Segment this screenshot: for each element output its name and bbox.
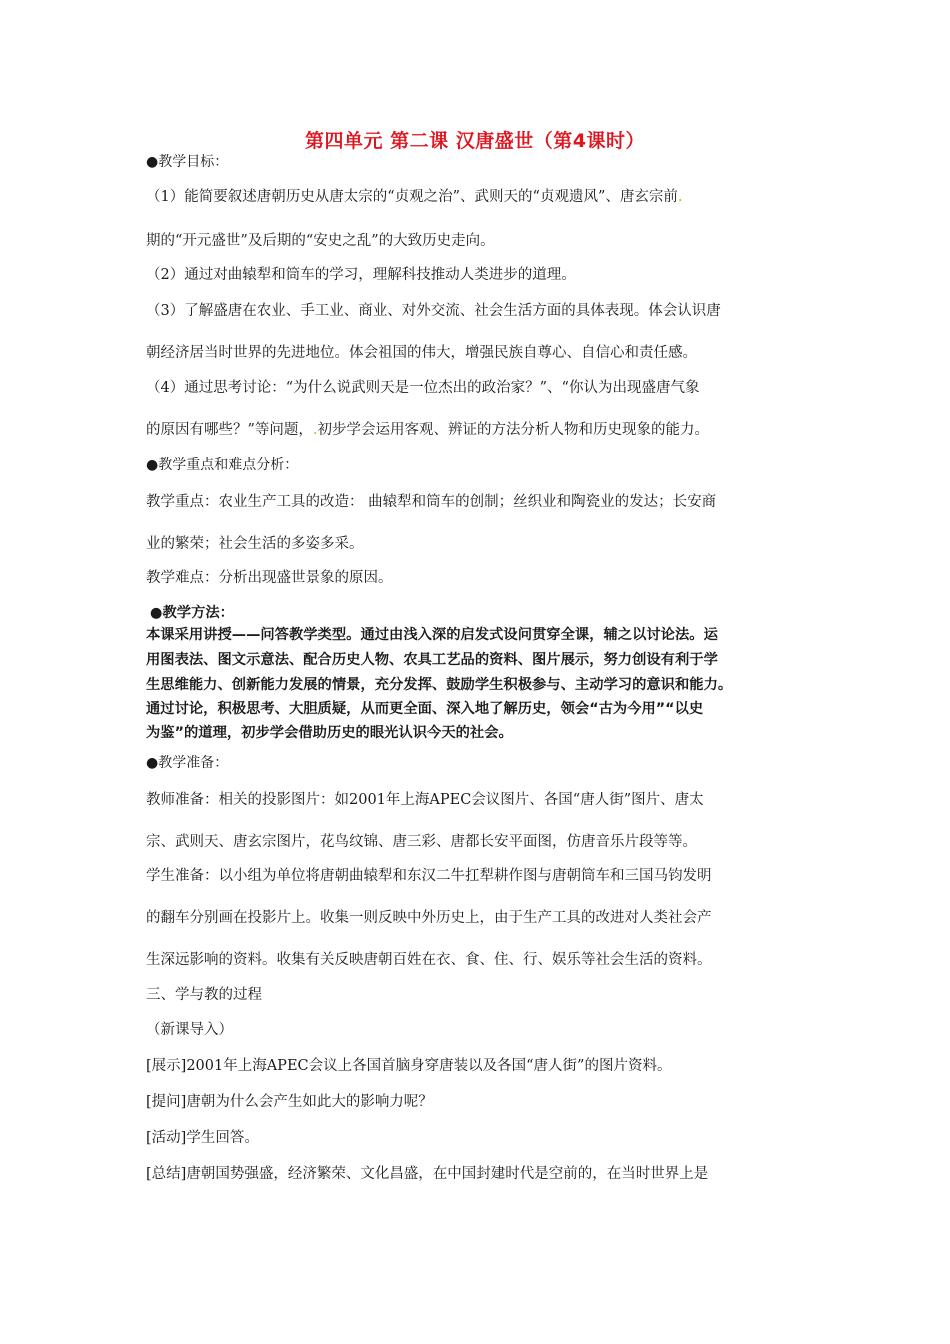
objective-1-text: （1）能简要叙述唐朝历史从唐太宗的“贞观之治”、武则天的“贞观遗风”、唐玄宗前 [146,189,678,205]
new-lesson-intro: （新课导入） [146,1022,233,1038]
methods-line: 为鉴”的道理，初步学会借助历史的眼光认识今天的社会。 [146,725,513,741]
stray-dot-mark: . [312,422,318,438]
page-title: 第四单元 第二课 汉唐盛世（第4课时） [305,130,645,152]
methods-line: 生思维能力、创新能力发展的情景，充分发挥、鼓励学生积极参与、主动学习的意识和能力。 [146,677,733,693]
objective-3-line-1: （3）了解盛唐在农业、手工业、商业、对外交流、社会生活方面的具体表现。体会认识唐 [146,303,721,319]
objectives-heading: ●教学目标： [146,154,229,170]
methods-line: 用图表法、图文示意法、配合历史人物、农具工艺品的资料、图片展示，努力创设有利于学 [146,652,718,668]
process-show: [展示]2001年上海APEC会议上各国首脑身穿唐装以及各国“唐人街”的图片资料。 [146,1058,672,1074]
objective-1-line-1 [146,187,682,207]
methods-line: 通过讨论，积极思考、大胆质疑，从而更全面、深入地了解历史，领会“古为今用”“以史 [146,701,704,717]
objective-2: （2）通过对曲辕犁和筒车的学习，理解科技推动人类进步的道理。 [146,267,576,283]
teaching-focus-line-1: 教学重点：农业生产工具的改造： 曲辕犁和筒车的创制；丝织业和陶瓷业的发达；长安商 [146,494,717,510]
teaching-focus-line-2: 业的繁荣；社会生活的多姿多采。 [146,536,364,552]
methods-line: 本课采用讲授——问答教学类型。通过由浅入深的启发式设问贯穿全课，辅之以讨论法。运 [146,627,718,643]
objective-4-text-a: 的原因有哪些？”等问题， [146,422,313,438]
student-preparation-line-1: 学生准备：以小组为单位将唐朝曲辕犁和东汉二牛扛犁耕作图与唐朝筒车和三国马钧发明 [146,868,712,884]
teaching-difficulty: 教学难点：分析出现盛世景象的原因。 [146,570,393,586]
objective-4-text-b: 初步学会运用客观、辨证的方法分析人物和历史现象的能力。 [317,422,710,438]
stray-dot-mark: . [677,189,683,205]
teacher-preparation-line-2: 宗、武则天、唐玄宗图片，花鸟纹锦、唐三彩、唐都长安平面图，仿唐音乐片段等等。 [146,834,697,850]
objective-4-line-2 [146,420,709,440]
student-preparation-line-3: 生深远影响的资料。收集有关反映唐朝百姓在衣、食、住、行、娱乐等社会生活的资料。 [146,952,712,968]
objective-1-line-2: 期的“开元盛世”及后期的“安史之乱”的大致历史走向。 [146,233,495,249]
methods-heading: ●教学方法： [150,605,234,621]
process-ask: [提问]唐朝为什么会产生如此大的影响力呢？ [146,1094,433,1110]
objective-3-line-2: 朝经济居当时世界的先进地位。体会祖国的伟大，增强民族自尊心、自信心和责任感。 [146,345,697,361]
teacher-preparation-line-1: 教师准备：相关的投影图片：如2001年上海APEC会议图片、各国“唐人街”图片、唐太 [146,792,704,808]
process-activity: [活动]学生回答。 [146,1130,259,1146]
student-preparation-line-2: 的翻车分别画在投影片上。收集一则反映中外历史上，由于生产工具的改进对人类社会产 [146,910,712,926]
preparation-heading: ●教学准备： [146,755,229,771]
process-heading: 三、学与教的过程 [146,987,262,1003]
objective-4-line-1: （4）通过思考讨论：“为什么说武则天是一位杰出的政治家？”、“你认为出现盛唐气象 [146,380,700,396]
process-summary: [总结]唐朝国势强盛，经济繁荣、文化昌盛，在中国封建时代是空前的，在当时世界上是 [146,1166,709,1182]
key-points-heading: ●教学重点和难点分析： [146,457,299,473]
